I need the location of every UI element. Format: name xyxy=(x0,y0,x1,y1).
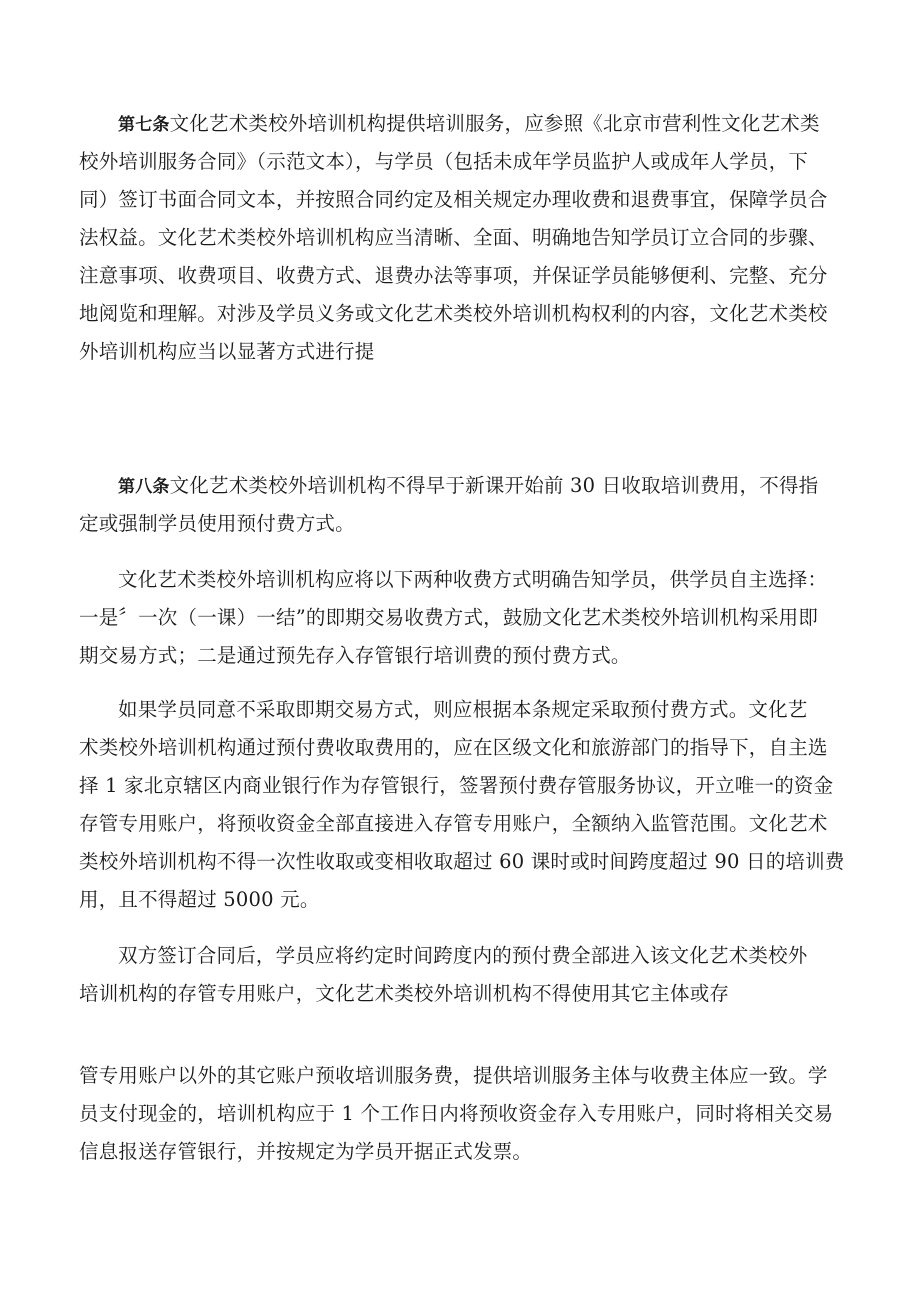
para3-line-2: 术类校外培训机构通过预付费收取费用的，应在区级文化和旅游部门的指导下，自主选 xyxy=(79,736,828,759)
article7-heading: 第七条 xyxy=(118,115,170,135)
article8-text: 文化艺术类校外培训机构不得早于新课开始前 30 日收取培训费用，不得指 xyxy=(169,474,819,497)
para4-line-2: 培训机构的存管专用账户，文化艺术类校外培训机构不得使用其它主体或存 xyxy=(79,982,730,1005)
article8-line-1 xyxy=(118,474,818,499)
para2-line-3: 期交易方式；二是通过预先存入存管银行培训费的预付费方式。 xyxy=(79,644,631,667)
article8-heading: 第八条 xyxy=(118,477,170,497)
para3-line-3: 择 1 家北京辖区内商业银行作为存管银行，签署预付费存管服务协议，开立唯一的资金 xyxy=(79,774,834,797)
article7-line-6: 地阅览和理解。对涉及学员义务或文化艺术类校外培训机构权利的内容，文化艺术类校 xyxy=(79,302,828,325)
para3-line-1: 如果学员同意不采取即期交易方式，则应根据本条规定采取预付费方式。文化艺 xyxy=(118,698,808,721)
para3-line-4: 存管专用账户，将预收资金全部直接进入存管专用账户，全额纳入监管范围。文化艺术 xyxy=(79,812,828,835)
para5-line-1: 管专用账户以外的其它账户预收培训服务费，提供培训服务主体与收费主体应一致。学 xyxy=(79,1064,828,1087)
para4-line-1: 双方签订合同后，学员应将约定时间跨度内的预付费全部进入该文化艺术类校外 xyxy=(118,944,808,967)
para5-line-2: 员支付现金的，培训机构应于 1 个工作日内将预收资金存入专用账户，同时将相关交易 xyxy=(79,1102,834,1125)
para3-line-5: 类校外培训机构不得一次性收取或变相收取超过 60 课时或时间跨度超过 90 日的培训费 xyxy=(79,850,845,873)
article7-line-2: 校外培训服务合同》（示范文本），与学员（包括未成年学员监护人或成年人学员，下 xyxy=(79,150,809,173)
article7-line-7: 外培训机构应当以显著方式进行提 xyxy=(79,340,375,363)
article7-line-1 xyxy=(118,112,820,137)
para2-line-2: 一是〞一次（一课）一结”的即期交易收费方式，鼓励文化艺术类校外培训机构采用即 xyxy=(79,606,819,629)
article7-line-5: 注意事项、收费项目、收费方式、退费办法等事项，并保证学员能够便利、完整、充分 xyxy=(79,264,828,287)
para5-line-3: 信息报送存管银行，并按规定为学员开据正式发票。 xyxy=(79,1140,533,1163)
article8-line-2: 定或强制学员使用预付费方式。 xyxy=(79,512,355,535)
para2-line-1: 文化艺术类校外培训机构应将以下两种收费方式明确告知学员，供学员自主选择： xyxy=(118,568,828,591)
para3-line-6: 用，且不得超过 5000 元。 xyxy=(79,888,320,911)
article7-line-3: 同）签订书面合同文本，并按照合同约定及相关规定办理收费和退费事宜，保障学员合 xyxy=(79,188,828,211)
article7-text: 文化艺术类校外培训机构提供培训服务，应参照《北京市营利性文化艺术类 xyxy=(169,112,820,135)
article7-line-4: 法权益。文化艺术类校外培训机构应当清晰、全面、明确地告知学员订立合同的步骤、 xyxy=(79,226,828,249)
